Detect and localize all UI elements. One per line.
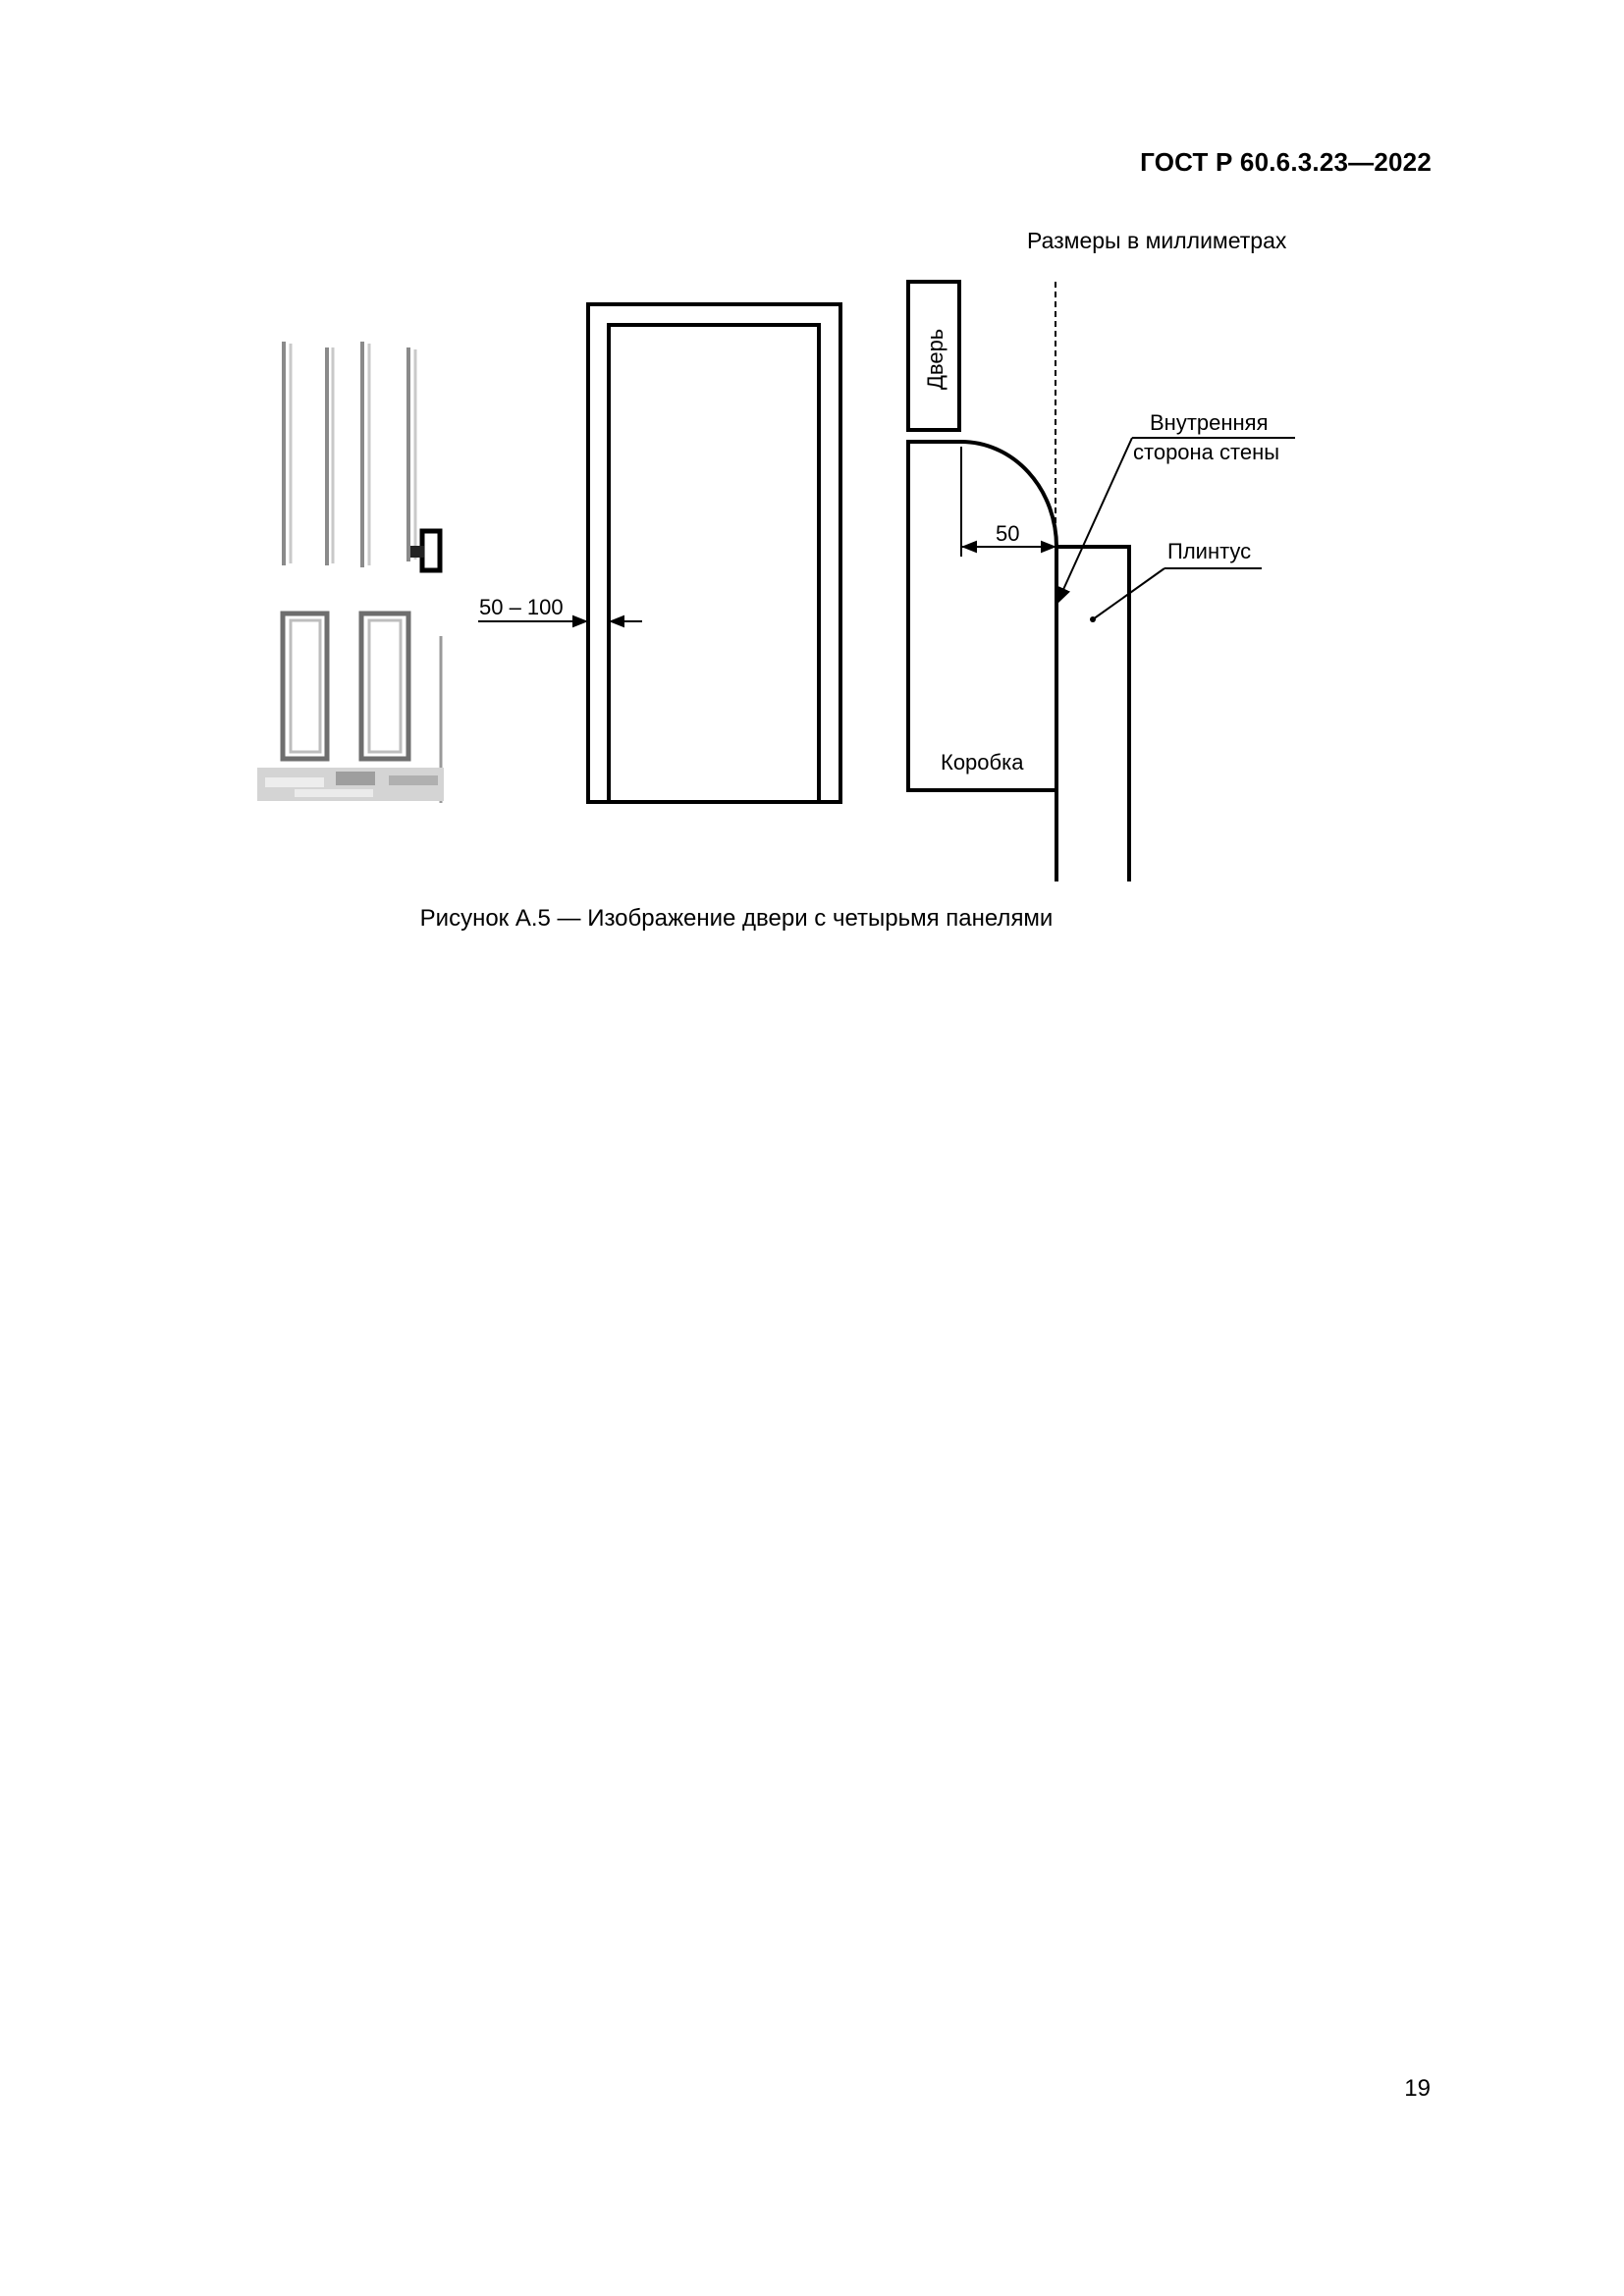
dimension-frame-offset bbox=[478, 595, 642, 621]
section-detail bbox=[908, 282, 1295, 881]
skirting-label: Плинтус bbox=[1167, 539, 1252, 563]
door-label: Дверь bbox=[923, 328, 947, 390]
page-number: 19 bbox=[1404, 2075, 1431, 2102]
document-header: ГОСТ Р 60.6.3.23—2022 bbox=[1140, 147, 1432, 177]
door-outline bbox=[588, 304, 840, 802]
units-note: Размеры в миллиметрах bbox=[1027, 228, 1287, 253]
inner-wall-label-2: сторона стены bbox=[1133, 440, 1280, 464]
figure-caption bbox=[0, 905, 1624, 933]
dim-frame-offset-label: 50 – 100 bbox=[479, 595, 564, 619]
inner-wall-label-1: Внутренняя bbox=[1150, 410, 1269, 435]
dim-skirting-label: 50 bbox=[996, 521, 1020, 546]
frame-label: Коробка bbox=[941, 750, 1024, 774]
door-photo bbox=[257, 342, 444, 803]
caption-text: Рисунок А.5 — Изображение двери с четырьмя панелями bbox=[419, 905, 1054, 932]
figure-a5 bbox=[0, 0, 1624, 913]
